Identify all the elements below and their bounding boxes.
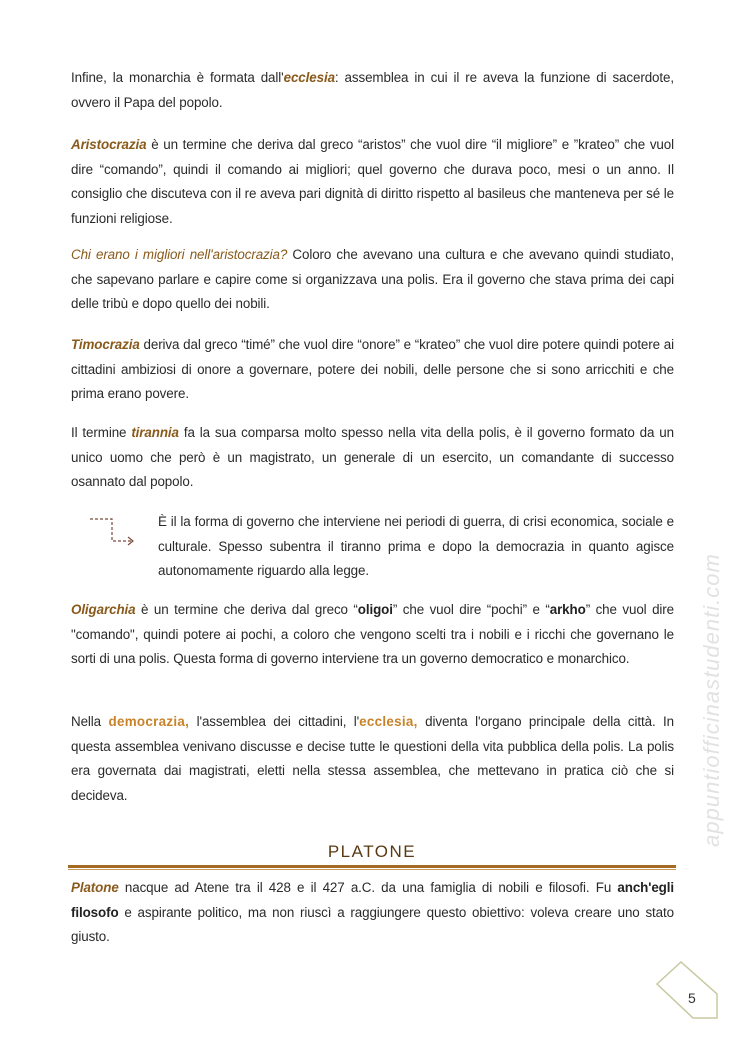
term-tirannia: tirannia <box>131 425 179 440</box>
dashed-arrow-icon <box>88 515 138 547</box>
term-oligoi: oligoi <box>357 602 393 617</box>
text: è un termine che deriva dal greco “ <box>135 602 358 617</box>
paragraph-timocrazia <box>71 333 674 407</box>
term-filosofo: anch'egli filosofo <box>71 880 674 920</box>
paragraph-aristocrazia <box>71 133 674 231</box>
term-ecclesia: ecclesia, <box>359 714 418 729</box>
text: diventa l'organo principale della città. In questa assemblea venivano discusse e decise tutte le questioni della vita pubblica della polis. La polis era governata dai magistrati, eletti nella stessa assemblea, che mettevano in pratica ciò che si decideva. <box>71 714 675 803</box>
paragraph-oligarchia <box>71 598 674 672</box>
term-arkho: arkho <box>549 602 586 617</box>
paragraph-platone <box>71 876 674 950</box>
paragraph-migliori <box>71 243 674 317</box>
text: Il termine <box>71 425 132 440</box>
heading-rule-thin <box>68 869 676 870</box>
term-timocrazia: Timocrazia <box>71 337 140 352</box>
paragraph-monarchia <box>71 66 674 115</box>
text: È il la forma di governo che interviene nei periodi di guerra, di crisi economica, sociale e culturale. Spesso subentra il tiranno prima e dopo la democrazia in quanto agisce autonomamente riguardo alla legge. <box>158 514 674 579</box>
text: ” che vuol dire “pochi” e “ <box>392 602 550 617</box>
term-platone: Platone <box>71 880 119 895</box>
text: ” che vuol dire "comando", quindi potere ai pochi, a coloro che vengono scelti tra i nobili e i ricchi che governano le sorti di una polis. Questa forma di governo interviene tra un governo democratico e monarchico. <box>71 602 675 667</box>
text: Infine, la monarchia è formata dall' <box>71 70 284 85</box>
page-number: 5 <box>688 990 696 1006</box>
text: Coloro che avevano una cultura e che avevano quindi studiato, che sapevano parlare e capire come si organizzava una polis. Era il governo che stava prima dei capi delle tribù e dopo quello dei nobili. <box>71 247 674 312</box>
term-democrazia: democrazia, <box>108 714 190 729</box>
paragraph-tirannia-note <box>158 510 674 584</box>
text: deriva dal greco “timé” che vuol dire “onore” e “krateo” che vuol dire potere quindi potere ai cittadini ambiziosi di onore a governare, potere dei nobili, delle persone che si sono arricchiti e che prima erano povere. <box>71 337 674 402</box>
term-ecclesia: ecclesia <box>283 70 335 85</box>
text: : assemblea in cui il re aveva la funzione di sacerdote, ovvero il Papa del popolo. <box>71 70 674 110</box>
paragraph-tirannia <box>71 421 674 495</box>
text: nacque ad Atene tra il 428 e il 427 a.C. da una famiglia di nobili e filosofi. Fu <box>118 880 618 895</box>
text: fa la sua comparsa molto spesso nella vita della polis, è il governo formato da un unico uomo che però è un magistrato, un generale di un esercito, un comandante di successo osannato dal popolo. <box>71 425 675 490</box>
watermark: appuntiofficinastudenti.com <box>699 553 724 847</box>
text: Nella <box>71 714 109 729</box>
paragraph-democrazia <box>71 710 674 808</box>
heading-rule <box>68 865 676 868</box>
text: è un termine che deriva dal greco “aristos” che vuol dire “il migliore” e ”krateo” che vuol dire “comando”, quindi il comando ai migliori; quel governo che durava poco, mesi o un anno. Il consiglio che discuteva con il re aveva pari dignità di diritto rispetto al basileus che manteneva per sé le funzioni religiose. <box>71 137 674 226</box>
term-aristocrazia: Aristocrazia <box>71 137 147 152</box>
question: Chi erano i migliori nell'aristocrazia? <box>71 247 288 262</box>
text: e aspirante politico, ma non riuscì a raggiungere questo obiettivo: voleva creare uno stato giusto. <box>71 904 674 945</box>
section-heading: PLATONE <box>327 842 417 861</box>
term-oligarchia: Oligarchia <box>71 602 136 617</box>
text: l'assemblea dei cittadini, l' <box>189 714 360 729</box>
